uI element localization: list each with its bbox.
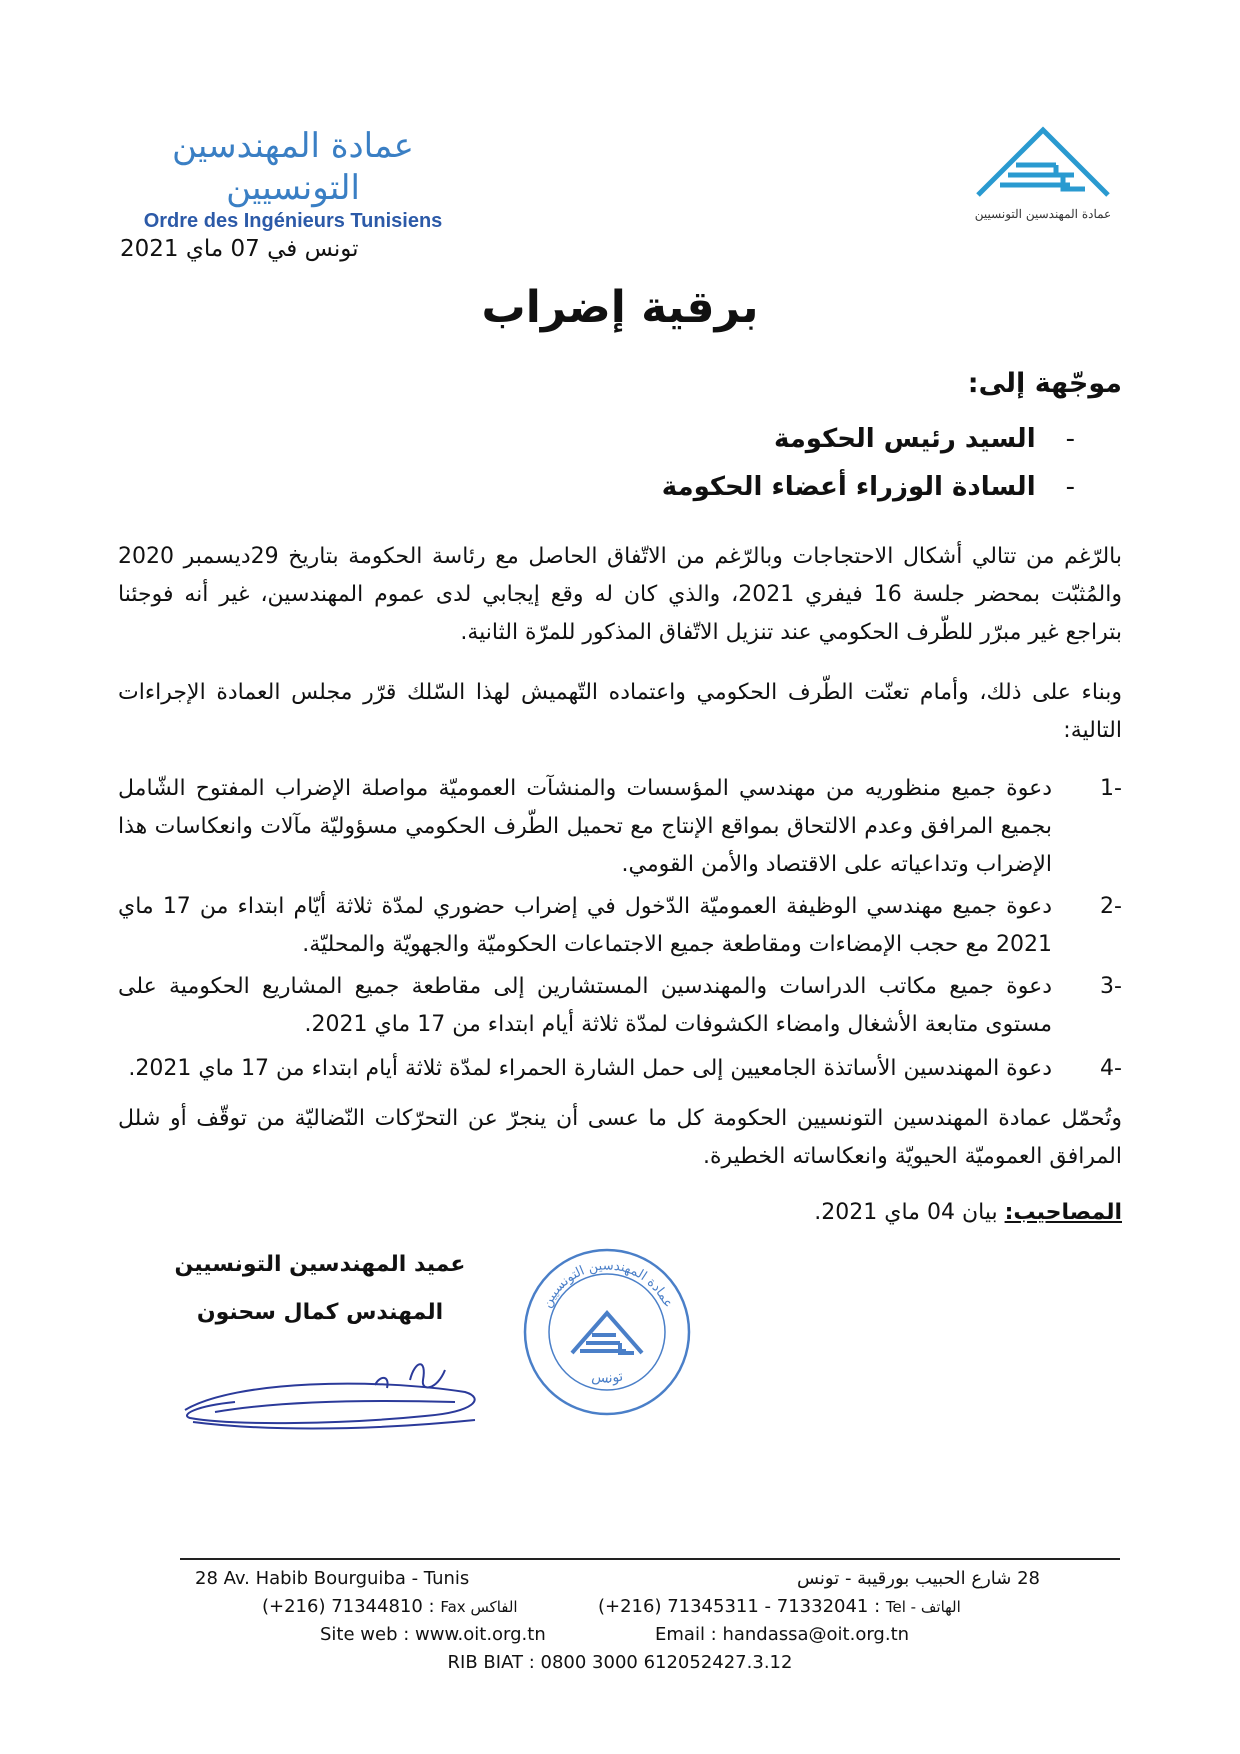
recipient-text: السيد رئيس الحكومة bbox=[773, 424, 1036, 454]
logo-french-text: Ordre des Ingénieurs Tunisiens bbox=[143, 210, 443, 232]
attachments-line bbox=[814, 1200, 1122, 1225]
document-title: برقية إضراب bbox=[481, 282, 759, 333]
list-item-text: دعوة جميع منظوريه من مهندسي المؤسسات والمنشآت العموميّة مواصلة الإضراب المفتوح الشّامل بجميع المرافق وعدم الالتحاق بمواقع الإنتاج مع تحميل الطّرف الحكومي مسؤوليّة مآلات وانعكاسات هذا الإضراب وتداعياته على الاقتصاد والأمن القومي. bbox=[118, 776, 1052, 877]
recipient-item bbox=[662, 472, 1075, 502]
oit-emblem bbox=[968, 125, 1118, 235]
list-item bbox=[118, 968, 1122, 1044]
recipient-item bbox=[774, 424, 1075, 454]
body-paragraph: وبناء على ذلك، وأمام تعنّت الطّرف الحكومي واعتماده التّهميش لهذا السّلك قرّر مجلس العمادة الإجراءات التالية: bbox=[118, 680, 1122, 743]
footer-tel-label: Tel - الهاتف bbox=[885, 1598, 961, 1616]
list-item-number: -2 bbox=[1100, 894, 1122, 919]
footer-fax-value: (+216) 71344810 : bbox=[262, 1596, 435, 1617]
footer-fax-label: Fax الفاكس bbox=[440, 1598, 518, 1616]
seal-stamp-icon bbox=[520, 1245, 695, 1420]
list-item bbox=[118, 770, 1122, 884]
footer-email: Email : handassa@oit.org.tn bbox=[655, 1624, 910, 1645]
document-date: تونس في 07 ماي 2021 bbox=[120, 236, 359, 262]
footer-tel bbox=[598, 1596, 961, 1617]
footer-address-arabic: 28 شارع الحبيب بورقيبة - تونس bbox=[796, 1568, 1040, 1589]
list-item-text: دعوة المهندسين الأساتذة الجامعيين إلى حمل الشارة الحمراء لمدّة ثلاثة أيام ابتداء من 17 ماي 2021. bbox=[128, 1056, 1052, 1081]
footer-rib: RIB BIAT : 0800 3000 612052427.3.12 bbox=[447, 1652, 793, 1673]
footer-divider bbox=[180, 1558, 1120, 1560]
signer-title: عميد المهندسين التونسيين bbox=[174, 1252, 466, 1277]
footer-address-french: 28 Av. Habib Bourguiba - Tunis bbox=[195, 1568, 470, 1589]
svg-text:تونس: تونس bbox=[590, 1368, 625, 1387]
footer-website: Site web : www.oit.org.tn bbox=[320, 1624, 546, 1645]
emblem-caption: عمادة المهندسين التونسيين bbox=[974, 207, 1112, 221]
recipient-text: السادة الوزراء أعضاء الحكومة bbox=[661, 472, 1036, 502]
list-item-text: دعوة جميع مكاتب الدراسات والمهندسين المستشارين إلى مقاطعة جميع المشاريع الحكومية على مستوى متابعة الأشغال وامضاء الكشوفات لمدّة ثلاثة أيام ابتداء من 17 ماي 2021. bbox=[118, 974, 1052, 1037]
addressed-to-label: موجّهة إلى: bbox=[967, 368, 1122, 399]
oit-logo-left bbox=[128, 125, 458, 233]
handwritten-signature-icon bbox=[175, 1340, 495, 1440]
list-item-number: -3 bbox=[1100, 974, 1122, 999]
svg-text:عمادة المهندسين التونسيين: عمادة المهندسين التونسيين bbox=[539, 1258, 676, 1311]
logo-arabic-text: عمادة المهندسين التونسيين bbox=[172, 126, 414, 208]
list-item bbox=[118, 888, 1122, 964]
list-item-text: دعوة جميع مهندسي الوظيفة العموميّة الدّخول في إضراب حضوري لمدّة ثلاثة أيّام ابتداء من 17 ماي 2021 مع حجب الإمضاءات ومقاطعة جميع الاجتماعات الحكوميّة والجهويّة والمحليّة. bbox=[118, 894, 1052, 957]
list-item-number: -4 bbox=[1100, 1056, 1122, 1081]
list-item bbox=[118, 1050, 1122, 1088]
attachments-label: المصاحيب: bbox=[1004, 1200, 1122, 1225]
footer-fax bbox=[262, 1596, 518, 1617]
triangle-emblem-icon bbox=[968, 125, 1118, 205]
attachments-value: بيان 04 ماي 2021. bbox=[814, 1200, 1005, 1225]
official-seal bbox=[520, 1245, 695, 1420]
recipient-dash: - bbox=[1065, 472, 1075, 502]
list-item-number: -1 bbox=[1100, 776, 1122, 801]
recipient-dash: - bbox=[1065, 424, 1075, 454]
signer-name: المهندس كمال سحنون bbox=[196, 1300, 444, 1325]
closing-paragraph: وتُحمّل عمادة المهندسين التونسيين الحكومة كل ما عسى أن ينجرّ عن التحرّكات النّضاليّة من توقّف أو شلل المرافق العموميّة الحيويّة وانعكاساته الخطيرة. bbox=[118, 1106, 1122, 1169]
footer-tel-value: (+216) 71345311 - 71332041 : bbox=[598, 1596, 881, 1617]
body-paragraph: بالرّغم من تتالي أشكال الاحتجاجات وبالرّغم من الاتّفاق الحاصل مع رئاسة الحكومة بتاريخ 29ديسمبر 2020 والمُثبّت بمحضر جلسة 16 فيفري 2021، والذي كان له وقع إيجابي لدى عموم المهندسين، غير أنه فوجئنا بتراجع غير مبرّر للطّرف الحكومي عند تنزيل الاتّفاق المذكور للمرّة الثانية. bbox=[118, 544, 1122, 645]
